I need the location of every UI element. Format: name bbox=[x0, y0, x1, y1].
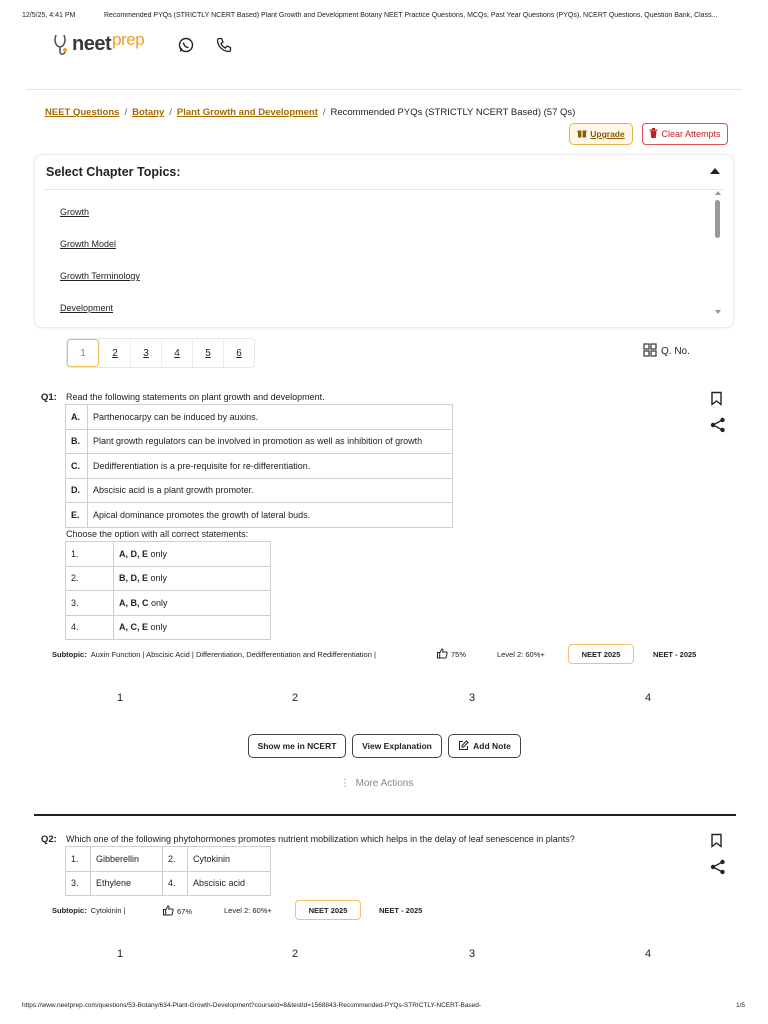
option-text[interactable] bbox=[114, 542, 271, 567]
page-4[interactable]: 4 bbox=[161, 339, 192, 367]
table-row bbox=[66, 429, 453, 454]
question-1-exam-label: NEET - 2025 bbox=[653, 650, 697, 659]
breadcrumb-current: Recommended PYQs (STRICTLY NCERT Based) (57 Qs) bbox=[330, 107, 576, 118]
question-2-subtopic bbox=[52, 906, 126, 915]
statement-key: D. bbox=[66, 478, 88, 503]
statement-text: Abscisic acid is a plant growth promoter. bbox=[88, 478, 453, 503]
question-2-level: Level 2: 60%+ bbox=[224, 906, 272, 915]
statement-key: B. bbox=[66, 429, 88, 454]
breadcrumb-separator: / bbox=[124, 107, 128, 118]
option-number: 2. bbox=[66, 566, 114, 591]
whatsapp-icon[interactable] bbox=[177, 36, 195, 54]
statement-text: Apical dominance promotes the growth of lateral buds. bbox=[88, 503, 453, 528]
option-bold: A, B, C bbox=[119, 597, 149, 608]
qno-label: Q. No. bbox=[661, 346, 690, 357]
breadcrumb-neet-questions[interactable]: NEET Questions bbox=[45, 107, 120, 118]
answer-choice-3[interactable]: 3 bbox=[469, 948, 476, 960]
option-text[interactable] bbox=[114, 615, 271, 640]
option-suffix: only bbox=[148, 622, 168, 633]
statement-text: Plant growth regulators can be involved in promotion as well as inhibition of growth bbox=[88, 429, 453, 454]
gift-icon bbox=[577, 128, 587, 140]
option-row bbox=[66, 871, 271, 896]
logo-prep-text: prep bbox=[112, 30, 145, 49]
option-text[interactable]: Abscisic acid bbox=[188, 871, 271, 896]
share-icon[interactable] bbox=[710, 417, 726, 438]
like-percent: 75% bbox=[451, 650, 467, 659]
option-number: 2. bbox=[163, 847, 188, 872]
bookmark-icon[interactable] bbox=[710, 833, 723, 853]
grid-icon bbox=[643, 343, 657, 360]
subtopic-label: Subtopic: bbox=[52, 906, 87, 915]
chapter-topics-panel bbox=[34, 154, 734, 328]
subtopic-label: Subtopic: bbox=[52, 650, 87, 659]
neetprep-logo[interactable] bbox=[52, 32, 144, 56]
question-2-text: Which one of the following phytohormones promotes nutrient mobilization which helps in the delay of leaf senescence in plants? bbox=[66, 834, 575, 844]
table-row bbox=[66, 503, 453, 528]
option-text[interactable] bbox=[114, 566, 271, 591]
page-3[interactable]: 3 bbox=[130, 339, 161, 367]
option-text[interactable] bbox=[114, 591, 271, 616]
option-suffix: only bbox=[148, 597, 168, 608]
question-2-exam-tag[interactable]: NEET 2025 bbox=[295, 900, 361, 920]
thumbs-up-icon bbox=[163, 905, 174, 918]
option-number: 1. bbox=[66, 847, 91, 872]
option-row[interactable] bbox=[66, 566, 271, 591]
question-divider bbox=[34, 814, 736, 816]
pagination bbox=[66, 338, 255, 368]
clear-attempts-button[interactable] bbox=[642, 123, 728, 145]
question-1-likes[interactable] bbox=[437, 648, 466, 661]
question-1-label: Q1: bbox=[41, 392, 57, 403]
more-dots-icon: ⋮ bbox=[340, 778, 350, 789]
option-number: 3. bbox=[66, 591, 114, 616]
topics-scrollbar[interactable] bbox=[715, 200, 720, 238]
question-1-level: Level 2: 60%+ bbox=[497, 650, 545, 659]
edit-icon bbox=[458, 740, 469, 753]
table-row bbox=[66, 478, 453, 503]
logo-neet-text: neet bbox=[72, 32, 112, 55]
topic-link[interactable]: Growth Model bbox=[60, 239, 117, 249]
breadcrumb-chapter[interactable]: Plant Growth and Development bbox=[176, 107, 318, 118]
upgrade-label: Upgrade bbox=[590, 129, 625, 139]
statements-table bbox=[65, 404, 453, 528]
like-percent: 67% bbox=[177, 907, 193, 916]
options-table bbox=[65, 541, 271, 640]
breadcrumb bbox=[45, 107, 575, 118]
upgrade-button[interactable] bbox=[569, 123, 633, 145]
option-suffix: only bbox=[148, 573, 168, 584]
trash-icon bbox=[649, 128, 658, 140]
answer-choice-1[interactable]: 1 bbox=[117, 692, 124, 704]
question-2-likes[interactable] bbox=[163, 905, 192, 918]
question-1-exam-tag[interactable]: NEET 2025 bbox=[568, 644, 634, 664]
answer-choice-1[interactable]: 1 bbox=[117, 948, 124, 960]
statement-key: C. bbox=[66, 454, 88, 479]
table-row bbox=[66, 405, 453, 430]
option-row[interactable] bbox=[66, 615, 271, 640]
breadcrumb-botany[interactable]: Botany bbox=[132, 107, 165, 118]
answer-choice-3[interactable]: 3 bbox=[469, 692, 476, 704]
option-suffix: only bbox=[148, 548, 168, 559]
statement-key: E. bbox=[66, 503, 88, 528]
thumbs-up-icon bbox=[437, 648, 448, 661]
more-actions-label: More Actions bbox=[355, 778, 414, 789]
option-text[interactable]: Cytokinin bbox=[188, 847, 271, 872]
breadcrumb-separator: / bbox=[322, 107, 326, 118]
page-5[interactable]: 5 bbox=[192, 339, 223, 367]
show-in-ncert-button[interactable] bbox=[248, 734, 346, 758]
print-title: Recommended PYQs (STRICTLY NCERT Based) Plant Growth and Development Botany NEET Practice Questions, MCQs, Past Year Questions (PYQs), NCERT Questions, Question Bank, Class... bbox=[104, 12, 718, 19]
header-divider bbox=[26, 89, 742, 90]
phone-icon[interactable] bbox=[215, 36, 233, 54]
statement-key: A. bbox=[66, 405, 88, 430]
option-number: 3. bbox=[66, 871, 91, 896]
view-explanation-label: View Explanation bbox=[362, 741, 432, 751]
question-1-text: Read the following statements on plant growth and development. bbox=[66, 392, 325, 402]
topics-title: Select Chapter Topics: bbox=[46, 165, 181, 179]
option-number: 4. bbox=[66, 615, 114, 640]
option-bold: A, D, E bbox=[119, 548, 149, 559]
question-number-button[interactable] bbox=[643, 343, 690, 360]
add-note-button[interactable] bbox=[448, 734, 521, 758]
share-icon[interactable] bbox=[710, 859, 726, 880]
answer-choice-4[interactable]: 4 bbox=[645, 948, 652, 960]
question-1-subtopic bbox=[52, 650, 376, 659]
question-2-label: Q2: bbox=[41, 834, 57, 845]
topic-link[interactable]: Growth bbox=[60, 207, 90, 217]
clear-attempts-label: Clear Attempts bbox=[661, 129, 721, 139]
question-1-prompt: Choose the option with all correct statements: bbox=[66, 529, 249, 539]
page-1[interactable]: 1 bbox=[67, 339, 99, 367]
add-note-label: Add Note bbox=[473, 741, 511, 751]
option-bold: B, D, E bbox=[119, 573, 149, 584]
bookmark-icon[interactable] bbox=[710, 391, 723, 411]
collapse-caret-icon[interactable] bbox=[710, 168, 720, 174]
print-footer-url: https://www.neetprep.com/questions/53-Botany/634-Plant-Growth-Development?courseId=8&testId=1568843-Recommended-PYQs-STRICTLY-NCERT-Based- bbox=[22, 1002, 482, 1009]
topic-link[interactable]: Growth Terminology bbox=[60, 271, 140, 281]
option-number: 4. bbox=[163, 871, 188, 896]
option-text[interactable]: Ethylene bbox=[91, 871, 163, 896]
more-actions-button[interactable] bbox=[340, 778, 413, 789]
scroll-down-arrow[interactable] bbox=[715, 310, 721, 314]
option-bold: A, C, E bbox=[119, 622, 149, 633]
breadcrumb-separator: / bbox=[169, 107, 172, 118]
answer-choice-4[interactable]: 4 bbox=[645, 692, 652, 704]
topic-link[interactable]: Development bbox=[60, 303, 114, 313]
option-row[interactable] bbox=[66, 542, 271, 567]
view-explanation-button[interactable] bbox=[352, 734, 442, 758]
option-row bbox=[66, 847, 271, 872]
print-footer-page: 1/5 bbox=[736, 1002, 746, 1009]
topics-divider bbox=[44, 189, 724, 190]
print-date: 12/5/25, 4:41 PM bbox=[22, 12, 76, 19]
show-in-ncert-label: Show me in NCERT bbox=[257, 741, 337, 751]
stethoscope-icon bbox=[52, 32, 70, 56]
option-row[interactable] bbox=[66, 591, 271, 616]
statement-text: Parthenocarpy can be induced by auxins. bbox=[88, 405, 453, 430]
subtopic-value: Cytokinin | bbox=[90, 906, 126, 915]
question-2-exam-label: NEET - 2025 bbox=[379, 906, 423, 915]
answer-choice-2[interactable]: 2 bbox=[292, 692, 299, 704]
scroll-up-arrow[interactable] bbox=[715, 191, 721, 195]
page-2[interactable]: 2 bbox=[99, 339, 130, 367]
option-text[interactable]: Gibberellin bbox=[91, 847, 163, 872]
page-6[interactable]: 6 bbox=[223, 339, 254, 367]
table-row bbox=[66, 454, 453, 479]
options-grid bbox=[65, 846, 271, 896]
option-number: 1. bbox=[66, 542, 114, 567]
statement-text: Dedifferentiation is a pre-requisite for re-differentiation. bbox=[88, 454, 453, 479]
subtopic-value: Auxin Function | Abscisic Acid | Differentiation, Dedifferentiation and Redifferentiation | bbox=[90, 650, 376, 659]
answer-choice-2[interactable]: 2 bbox=[292, 948, 299, 960]
